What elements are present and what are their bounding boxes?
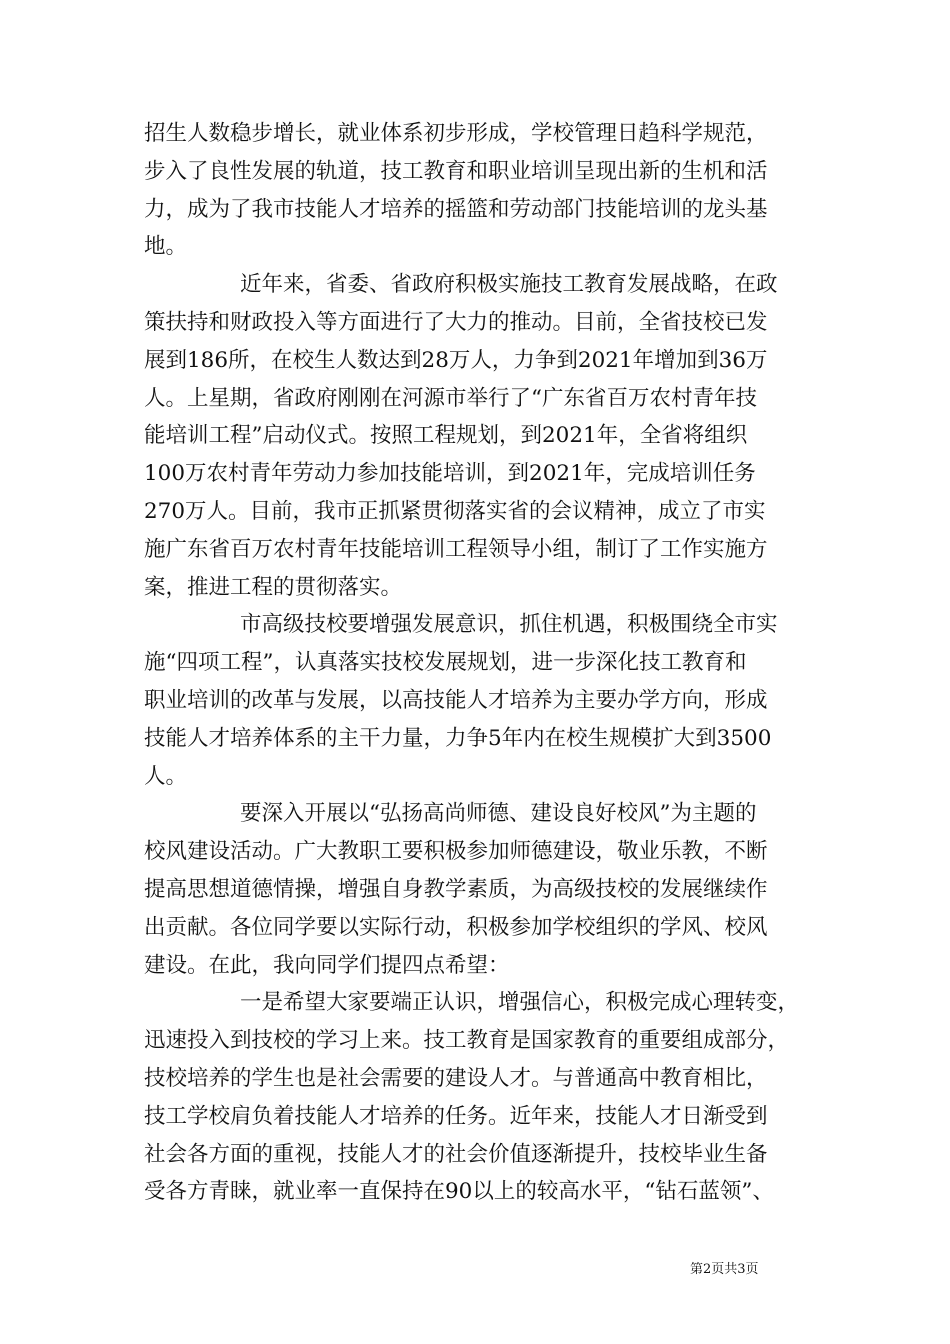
text-line: 地。 xyxy=(144,234,188,260)
text-line: 人。上星期，省政府刚刚在河源市举行了“广东省百万农村青年技 xyxy=(144,385,757,411)
text-line: 展到186所，在校生人数达到28万人，力争到2021年增加到36万 xyxy=(144,347,768,373)
text-line: 出贡献。各位同学要以实际行动，积极参加学校组织的学风、校风 xyxy=(144,914,768,940)
text-line: 提高思想道德情操，增强自身教学素质，为高级技校的发展继续作 xyxy=(144,876,768,902)
text-line: 270万人。目前，我市正抓紧贯彻落实省的会议精神，成立了市实 xyxy=(144,498,766,524)
text-line: 施“四项工程”，认真落实技校发展规划，进一步深化技工教育和 xyxy=(144,650,747,676)
text-line: 技能人才培养体系的主干力量，力争5年内在校生规模扩大到3500 xyxy=(144,725,772,751)
text-line: 步入了良性发展的轨道，技工教育和职业培训呈现出新的生机和活 xyxy=(144,158,768,184)
text-line: 迅速投入到技校的学习上来。技工教育是国家教育的重要组成部分， xyxy=(144,1028,790,1054)
text-line: 校风建设活动。广大教职工要积极参加师德建设，敬业乐教，不断 xyxy=(144,839,768,865)
text-line: 施广东省百万农村青年技能培训工程领导小组，制订了工作实施方 xyxy=(144,536,768,562)
text-line: 招生人数稳步增长，就业体系初步形成，学校管理日趋科学规范， xyxy=(144,121,768,146)
body-text xyxy=(144,115,816,1211)
text-line: 受各方青睐，就业率一直保持在90以上的较高水平，“钻石蓝领”、 xyxy=(144,1179,774,1205)
text-line: 职业培训的改革与发展，以高技能人才培养为主要办学方向，形成 xyxy=(144,687,768,713)
text-line: 技校培养的学生也是社会需要的建设人才。与普通高中教育相比， xyxy=(144,1065,768,1091)
text-line: 技工学校肩负着技能人才培养的任务。近年来，技能人才日渐受到 xyxy=(144,1103,768,1129)
paragraph-start-line: 近年来，省委、省政府积极实施技工教育发展战略，在政 xyxy=(240,272,778,298)
text-line: 案，推进工程的贯彻落实。 xyxy=(144,574,403,600)
paragraph-start-line: 要深入开展以“弘扬高尚师德、建设良好校风”为主题的 xyxy=(240,801,757,827)
text-line: 力，成为了我市技能人才培养的摇篮和劳动部门技能培训的龙头基 xyxy=(144,196,768,222)
page-number-footer: 第2页共3页 xyxy=(690,1262,759,1277)
text-line: 策扶持和财政投入等方面进行了大力的推动。目前，全省技校已发 xyxy=(144,309,768,335)
paragraph-start-line: 市高级技校要增强发展意识，抓住机遇，积极围绕全市实 xyxy=(240,612,778,638)
text-line: 人。 xyxy=(144,763,188,789)
text-line: 建设。在此，我向同学们提四点希望： xyxy=(144,952,510,978)
paragraph-start-line: 一是希望大家要端正认识，增强信心，积极完成心理转变， xyxy=(240,990,800,1016)
text-line: 能培训工程”启动仪式。按照工程规划，到2021年，全省将组织 xyxy=(144,423,748,449)
text-line: 社会各方面的重视，技能人才的社会价值逐渐提升，技校毕业生备 xyxy=(144,1141,768,1167)
text-line: 100万农村青年劳动力参加技能培训，到2021年，完成培训任务 xyxy=(144,461,756,487)
